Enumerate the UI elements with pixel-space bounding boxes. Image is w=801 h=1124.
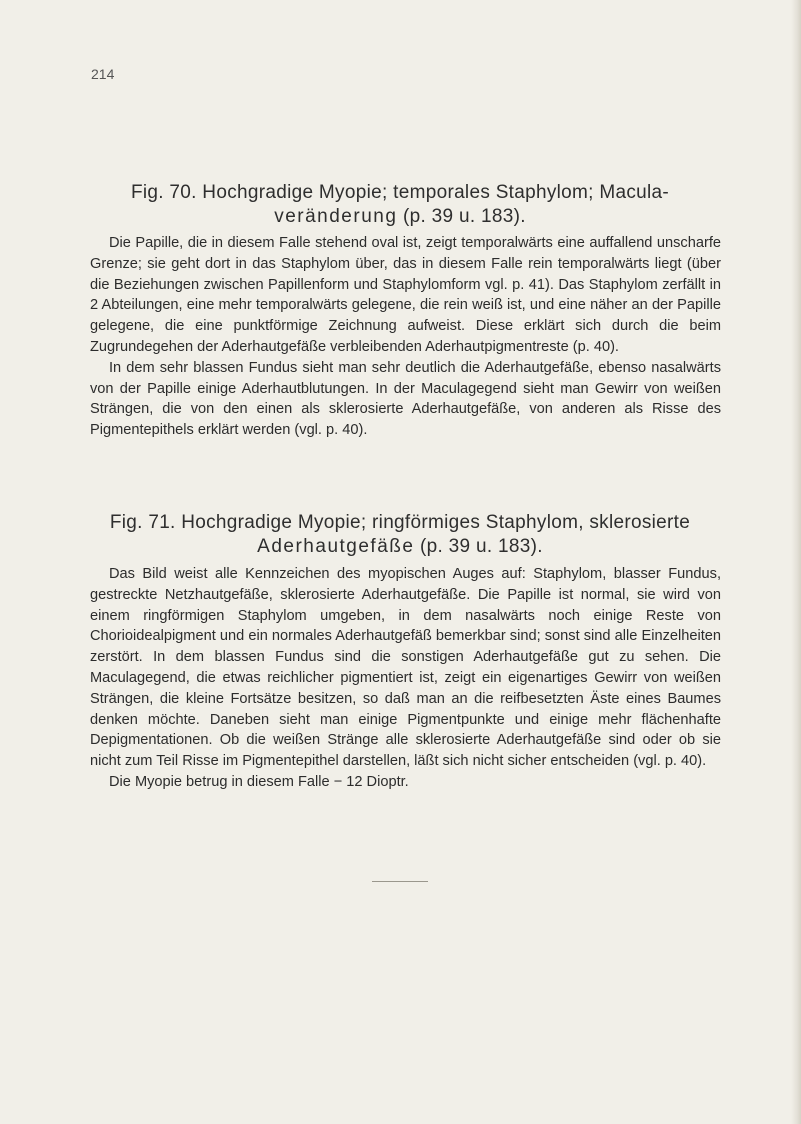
- fig70-heading-line1: Fig. 70. Hochgradige Myopie; temporales Staphylom; Macula-: [130, 182, 670, 203]
- page-number: 214: [91, 66, 115, 82]
- fig71-heading-line2: [70, 535, 730, 559]
- fig71-heading: [70, 511, 730, 559]
- fig70-paragraph-2: In dem sehr blassen Fundus sieht man sehr deutlich die Aderhautgefäße, ebenso nasalwärts von der Papille einige Aderhautblutungen. In der Maculagegend sieht man Gewirr von weißen Strängen, die von den einen als sklerosierte Aderhautgefäße, von anderen als Risse des Pigmentepithels erklärt werden (vgl. p. 40).: [90, 359, 721, 439]
- fig71-description: [90, 564, 721, 793]
- fig70-heading-reference: (p. 39 u. 183).: [397, 206, 526, 227]
- fig71-paragraph-2: Die Myopie betrug in diesem Falle − 12 Dioptr.: [109, 773, 409, 790]
- fig70-description: [90, 233, 721, 441]
- fig70-paragraph-1: Die Papille, die in diesem Falle stehend oval ist, zeigt temporalwärts eine auffallend unscharfe Grenze; sie geht dort in das Staphylom über, das in diesem Falle rein temporalwärts liegt (über die Beziehungen zwischen Papillenform und Staphylomform vgl. p. 41). Das Staphylom zerfällt in 2 Abteilungen, eine mehr temporalwärts gelegene, die rein weiß ist, und eine näher an der Papille gelegene, die eine punktförmige Zeichnung aufweist. Diese erklärt sich durch die beim Zugrundegehen der Aderhautgefäße verbleibenden Aderhautpigmentreste (p. 40).: [90, 235, 721, 355]
- fig71-heading-line1: Fig. 71. Hochgradige Myopie; ringförmiges Staphylom, sklerosierte: [109, 512, 691, 533]
- fig71-paragraph-1: Das Bild weist alle Kennzeichen des myopischen Auges auf: Staphylom, blasser Fundus, gestreckte Netzhautgefäße, sklerosierte Aderhautgefäße. Die Papille ist normal, sie wird von einem ringförmigen Staphylom umgeben, in dem nasalwärts noch einige Reste von Chorioidealpigment und ein normales Aderhautgefäß bemerkbar sind; sonst sind alle Einzelheiten zerstört. In dem blassen Fundus sind die sonstigen Aderhautgefäße gut zu sehen. Die Maculagegend, die etwas reichlicher pigmentiert ist, zeigt ein eigenartiges Gewirr von weißen Strängen, die kleine Fortsätze besitzen, so daß man an die reifbesetzten Äste eines Baumes denken möchte. Daneben sieht man einige Pigmentpunkte und einige mehr flächenhafte Depigmentationen. Ob die weißen Stränge alle sklerosierte Aderhautgefäße sind oder ob sie nicht zum Teil Risse im Pigmentepithel darstellen, läßt sich nicht sicher entscheiden (vgl. p. 40).: [90, 566, 721, 770]
- fig70-heading-emphasis: veränderung: [274, 206, 398, 227]
- footer-rule: [372, 881, 428, 882]
- fig70-heading-line2: [70, 205, 730, 229]
- fig71-heading-emphasis: Aderhautgefäße: [257, 536, 415, 557]
- page-edge-shadow: [791, 0, 801, 1124]
- fig70-heading: [70, 181, 730, 229]
- fig71-heading-reference: (p. 39 u. 183).: [414, 536, 543, 557]
